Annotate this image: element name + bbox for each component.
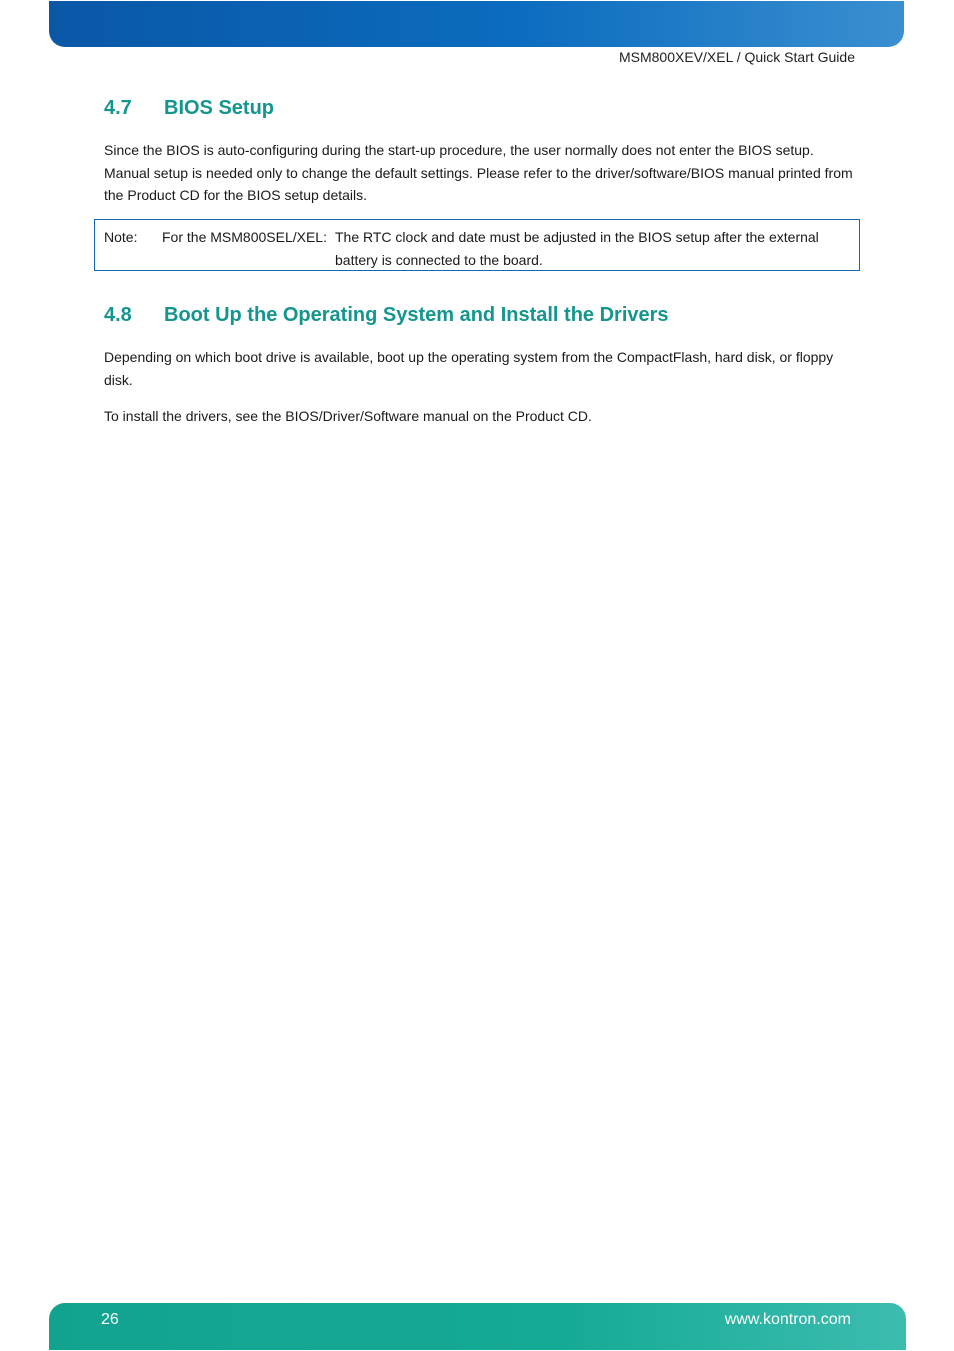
section-heading-boot-up xyxy=(104,304,669,327)
install-drivers-paragraph: To install the drivers, see the BIOS/Driver/Software manual on the Product CD. xyxy=(104,408,592,424)
boot-drive-paragraph: Depending on which boot drive is available, boot up the operating system from the CompactFlash, hard disk, or floppy disk. xyxy=(104,349,834,388)
note-target: For the MSM800SEL/XEL: xyxy=(162,229,327,245)
note-box xyxy=(94,219,860,271)
section-title: BIOS Setup xyxy=(164,97,275,119)
website-link[interactable]: www.kontron.com xyxy=(724,1311,851,1328)
footer-banner xyxy=(49,1303,906,1350)
note-text: The RTC clock and date must be adjusted in the BIOS setup after the external battery is connected to the board. xyxy=(335,229,819,268)
section-number: 4.7 xyxy=(104,97,132,119)
note-label: Note: xyxy=(104,229,138,245)
section-number: 4.8 xyxy=(104,304,132,326)
document-title: MSM800XEV/XEL / Quick Start Guide xyxy=(618,49,855,65)
header-banner xyxy=(49,1,904,47)
section-title: Boot Up the Operating System and Install the Drivers xyxy=(164,304,669,326)
page-number: 26 xyxy=(101,1311,119,1328)
bios-setup-paragraph: Since the BIOS is auto-configuring during the start-up procedure, the user normally does not enter the BIOS setup. Manual setup is needed only to change the default settings. Please refer to the driver/software/BIOS manual printed from the Product CD for the BIOS setup details. xyxy=(104,142,853,203)
section-heading-bios-setup xyxy=(104,97,274,120)
